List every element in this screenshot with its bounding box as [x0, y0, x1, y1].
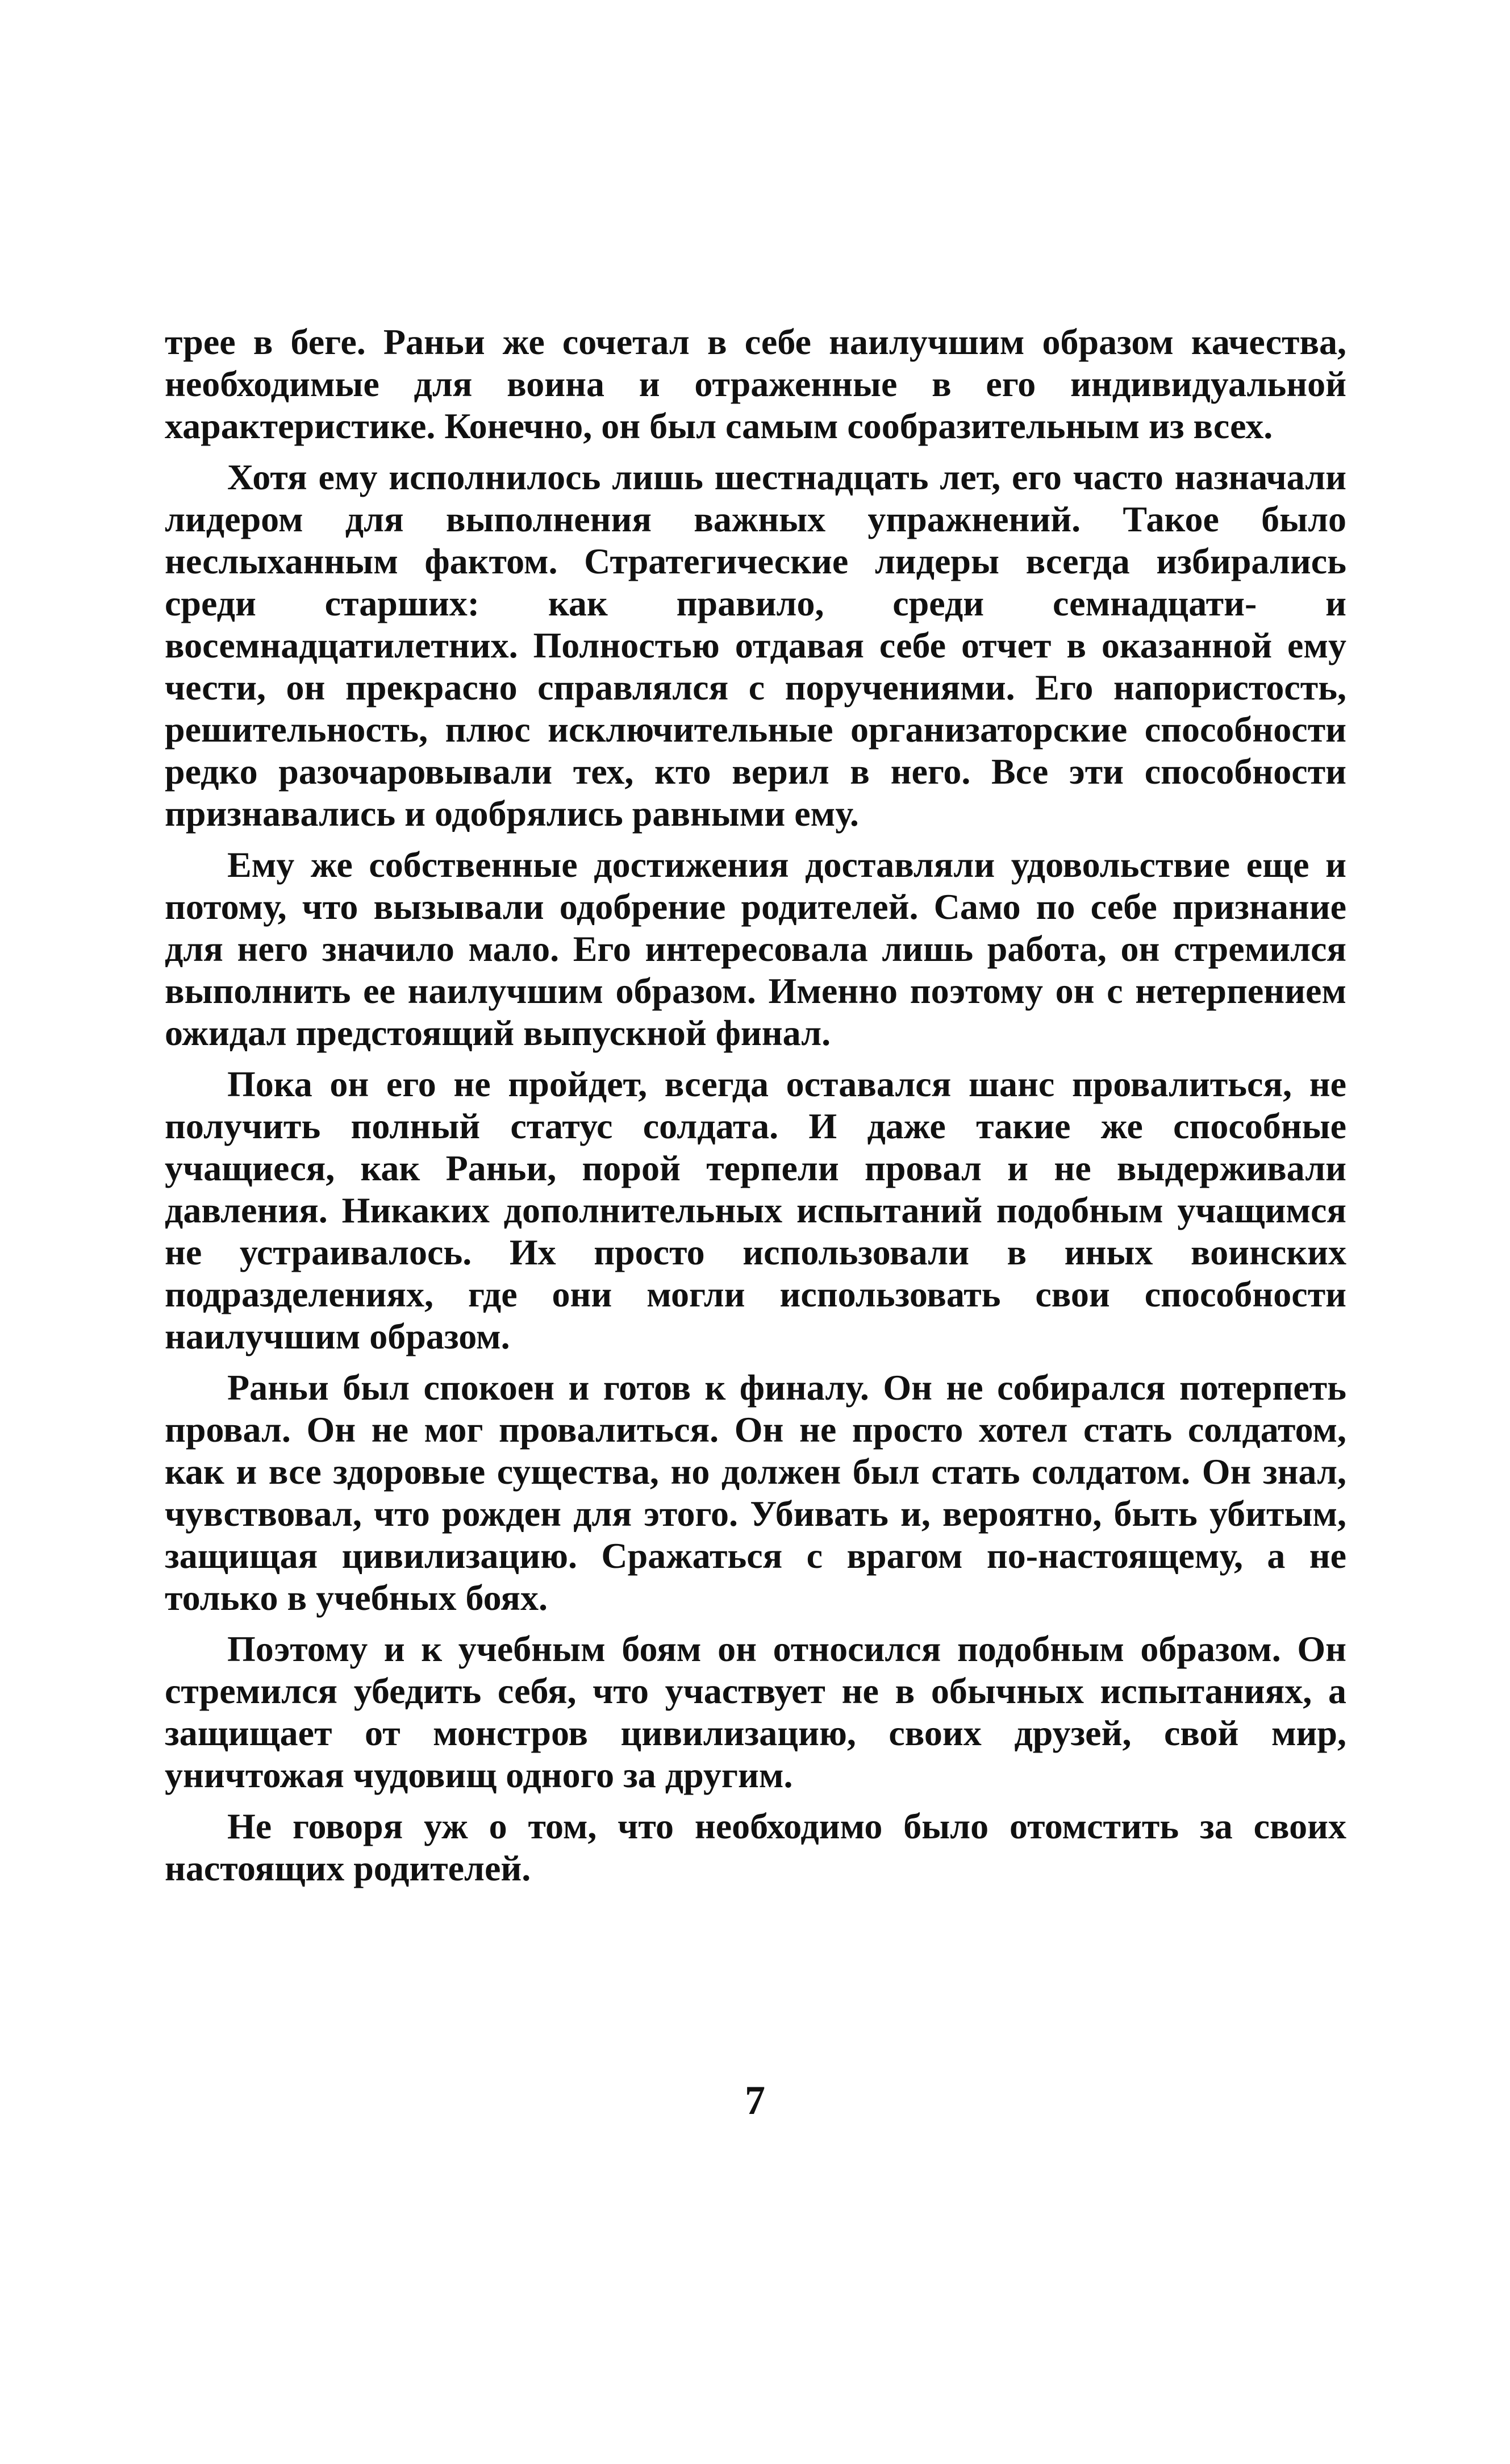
paragraph-6: Поэтому и к учебным боям он относился подобным образом. Он стремился убедить себя, что участвует не в обычных испытаниях, а защищает от монстров цивилизацию, своих друзей, свой мир, уничтожая чудовищ одного за другим. [165, 1629, 1346, 1795]
paragraph-5: Раньи был спокоен и готов к финалу. Он не собирался потерпеть провал. Он не мог провалиться. Он не просто хотел стать солдатом, как и все здоровые существа, но должен был стать солдатом. Он знал, чувствовал, что рожден для этого. Убивать и, вероятно, быть убитым, защищая цивилизацию. Сражаться с врагом по-настоящему, а не только в учебных боях. [165, 1367, 1346, 1618]
paragraph-3: Ему же собственные достижения доставляли удовольствие еще и потому, что вызывали одобрение родителей. Само по себе признание для него значило мало. Его интересовала лишь работа, он стремился выполнить ее наилучшим образом. Именно поэтому он с нетерпением ожидал предстоящий выпускной финал. [165, 844, 1346, 1053]
body-text [165, 321, 1346, 1899]
paragraph-2: Хотя ему исполнилось лишь шестнадцать лет, его часто назначали лидером для выполнения важных упражнений. Такое было неслыханным фактом. Стратегические лидеры всегда избирались среди старших: как правило, среди семнадцати- и восемнадцатилетних. Полностью отдавая себе отчет в оказанной ему чести, он прекрасно справлялся с поручениями. Его напористость, решительность, плюс исключительные организаторские способности редко разочаровывали тех, кто верил в него. Все эти способности признавались и одобрялись равными ему. [165, 457, 1346, 834]
paragraph-1: трее в беге. Раньи же сочетал в себе наилучшим образом качества, необходимые для воина и отраженные в его индивидуальной характеристике. Конечно, он был самым сообразительным из всех. [165, 322, 1346, 446]
paragraph-7: Не говоря уж о том, что необходимо было отомстить за своих настоящих родителей. [165, 1806, 1346, 1888]
paragraph-4: Пока он его не пройдет, всегда оставался шанс провалиться, не получить полный статус солдата. И даже такие же способные учащиеся, как Раньи, порой терпели провал и не выдерживали давления. Никаких дополнительных испытаний подобным учащимся не устраивалось. Их просто использовали в иных воинских подразделениях, где они могли использовать свои способности наилучшим образом. [165, 1064, 1346, 1356]
page-number: 7 [745, 2078, 765, 2123]
